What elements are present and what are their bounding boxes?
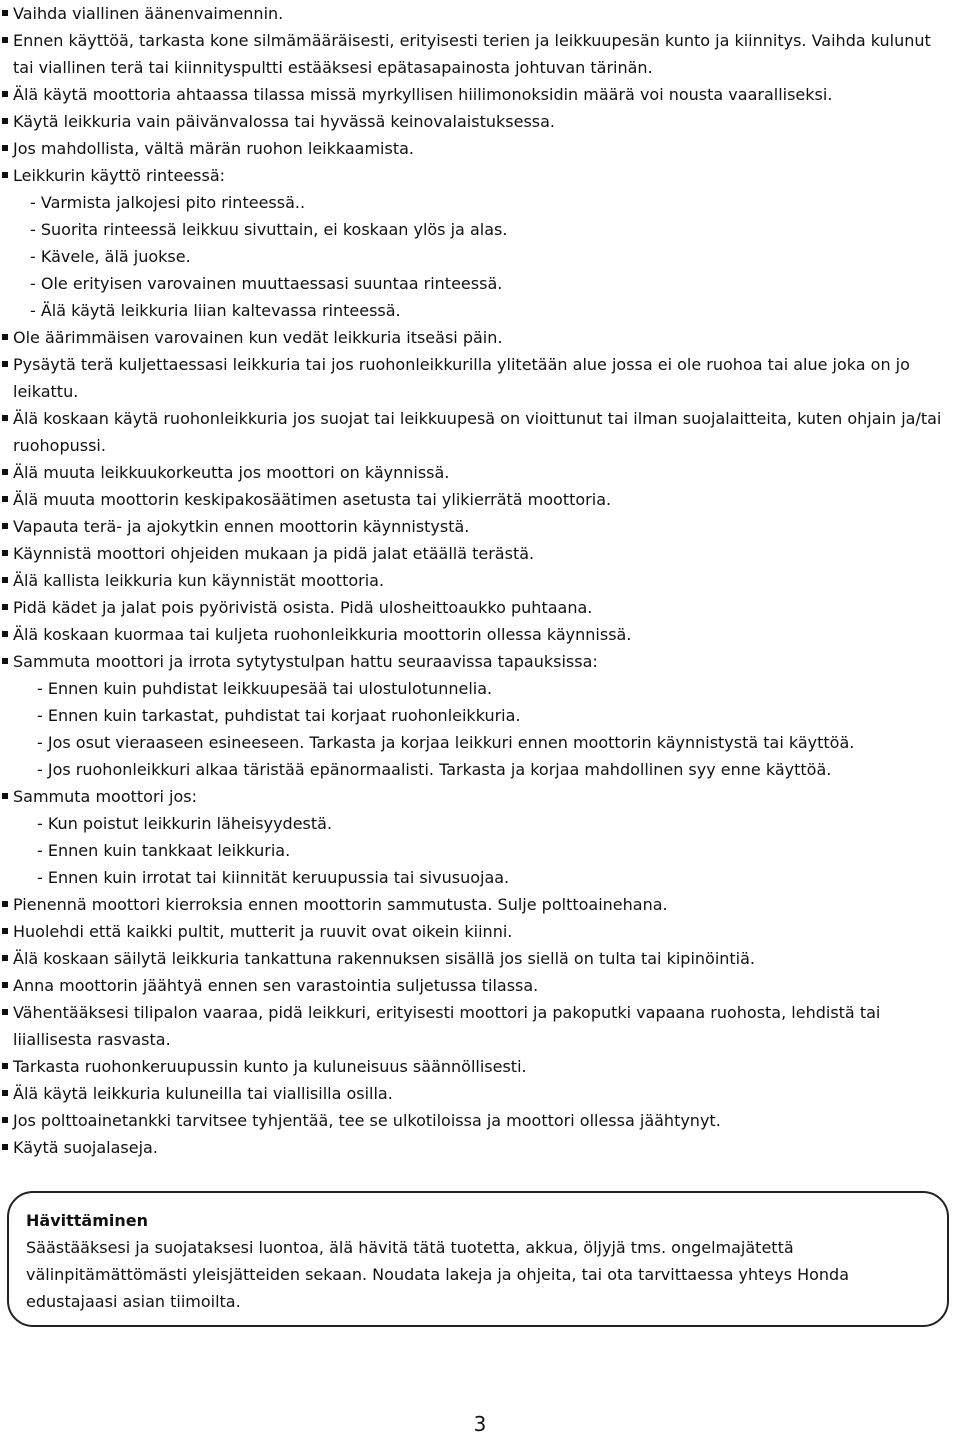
list-item-text: Jos polttoainetankki tarvitsee tyhjentää, tee se ulkotiloissa ja moottori ollessa jäähtynyt. <box>13 1111 721 1130</box>
square-bullet-icon <box>2 172 8 178</box>
list-item <box>0 27 960 81</box>
page-number: 3 <box>473 1412 487 1436</box>
square-bullet-icon <box>2 793 8 799</box>
list-item <box>0 513 960 540</box>
list-item-text: Älä käytä moottoria ahtaassa tilassa missä myrkyllisen hiilimonoksidin määrä voi nousta vaaralliseksi. <box>13 85 833 104</box>
list-item <box>0 81 960 108</box>
list-item-text: Ole äärimmäisen varovainen kun vedät leikkuria itseäsi päin. <box>13 328 503 347</box>
list-item-text: Tarkasta ruohonkeruupussin kunto ja kuluneisuus säännöllisesti. <box>13 1057 527 1076</box>
square-bullet-icon <box>2 37 8 43</box>
list-item-text: Jos mahdollista, vältä märän ruohon leikkaamista. <box>13 139 414 158</box>
list-item-text: Vaihda viallinen äänenvaimennin. <box>13 4 284 23</box>
square-bullet-icon <box>2 1063 8 1069</box>
square-bullet-icon <box>2 361 8 367</box>
list-item-text: Älä muuta moottorin keskipakosäätimen asetusta tai ylikierrätä moottoria. <box>13 490 612 509</box>
sub-item: - Varmista jalkojesi pito rinteessä.. <box>30 193 306 212</box>
list-item <box>0 108 960 135</box>
list-item <box>0 486 960 513</box>
list-item <box>0 648 960 675</box>
list-item <box>0 891 960 918</box>
square-bullet-icon <box>2 550 8 556</box>
square-bullet-icon <box>2 415 8 421</box>
list-item <box>0 567 960 594</box>
square-bullet-icon <box>2 1009 8 1015</box>
list-item-text: Vähentääksesi tilipalon vaaraa, pidä leikkuri, erityisesti moottori ja pakoputki vapaana ruohosta, lehdistä tai liiallisesta rasvasta. <box>13 1003 881 1049</box>
sub-item: - Älä käytä leikkuria liian kaltevassa rinteessä. <box>30 301 401 320</box>
square-bullet-icon <box>2 631 8 637</box>
square-bullet-icon <box>2 955 8 961</box>
square-bullet-icon <box>2 496 8 502</box>
list-item-text: Leikkurin käyttö rinteessä: <box>13 166 226 185</box>
list-item <box>0 0 960 27</box>
list-item-text: Vapauta terä- ja ajokytkin ennen moottorin käynnistystä. <box>13 517 470 536</box>
list-item <box>0 324 960 351</box>
list-item-text: Älä koskaan säilytä leikkuria tankattuna rakennuksen sisällä jos siellä on tulta tai kipinöintiä. <box>13 949 756 968</box>
list-item <box>0 135 960 162</box>
square-bullet-icon <box>2 982 8 988</box>
list-item <box>0 999 960 1053</box>
list-item-text: Huolehdi että kaikki pultit, mutterit ja ruuvit ovat oikein kiinni. <box>13 922 513 941</box>
list-item <box>0 405 960 459</box>
disposal-title: Hävittäminen <box>26 1211 148 1230</box>
list-item-text: Älä käytä leikkuria kuluneilla tai viallisilla osilla. <box>13 1084 393 1103</box>
list-item-text: Pysäytä terä kuljettaessasi leikkuria tai jos ruohonleikkurilla ylitetään alue jossa ei ole ruohoa tai alue joka on jo leikattu. <box>13 355 910 401</box>
square-bullet-icon <box>2 1144 8 1150</box>
sub-item: - Ennen kuin tankkaat leikkuria. <box>37 841 291 860</box>
list-item-text: Käytä leikkuria vain päivänvalossa tai hyvässä keinovalaistuksessa. <box>13 112 556 131</box>
sub-item: - Ennen kuin puhdistat leikkuupesää tai ulostulotunnelia. <box>37 679 493 698</box>
list-item <box>0 972 960 999</box>
square-bullet-icon <box>2 1117 8 1123</box>
list-item-text: Pienennä moottori kierroksia ennen moottorin sammutusta. Sulje polttoainehana. <box>13 895 668 914</box>
list-item <box>0 783 960 810</box>
list-item <box>0 621 960 648</box>
list-item-text: Käytä suojalaseja. <box>13 1138 158 1157</box>
disposal-body: Säästääksesi ja suojataksesi luontoa, älä hävitä tätä tuotetta, akkua, öljyjä tms. ongelmajätettä välinpitämättömästi yleisjätteiden sekaan. Noudata lakeja ja ohjeita, tai ota tarvittaessa yhteys Honda edustajaasi asian tiimoilta. <box>26 1238 850 1311</box>
square-bullet-icon <box>2 577 8 583</box>
list-item-text: Pidä kädet ja jalat pois pyörivistä osista. Pidä ulosheittoaukko puhtaana. <box>13 598 593 617</box>
list-item <box>0 1053 960 1080</box>
sub-item: - Jos osut vieraaseen esineeseen. Tarkasta ja korjaa leikkuri ennen moottorin käynnistystä tai käyttöä. <box>37 733 855 752</box>
square-bullet-icon <box>2 1090 8 1096</box>
list-item <box>0 162 960 189</box>
list-item-text: Älä muuta leikkuukorkeutta jos moottori on käynnissä. <box>13 463 450 482</box>
list-item <box>0 945 960 972</box>
list-item <box>0 1080 960 1107</box>
sub-item: - Ennen kuin irrotat tai kiinnität keruupussia tai sivusuojaa. <box>37 868 510 887</box>
square-bullet-icon <box>2 334 8 340</box>
square-bullet-icon <box>2 604 8 610</box>
list-item-text: Ennen käyttöä, tarkasta kone silmämääräisesti, erityisesti terien ja leikkuupesän kunto ja kiinnitys. Vaihda kulunut tai viallinen terä tai kiinnityspultti estääksesi epätasapainosta johtuvan tärinän. <box>13 31 931 77</box>
square-bullet-icon <box>2 10 8 16</box>
square-bullet-icon <box>2 91 8 97</box>
list-item-text: Sammuta moottori ja irrota sytytystulpan hattu seuraavissa tapauksissa: <box>13 652 598 671</box>
square-bullet-icon <box>2 145 8 151</box>
list-item <box>0 351 960 405</box>
square-bullet-icon <box>2 118 8 124</box>
list-item <box>0 1107 960 1134</box>
sub-item: - Suorita rinteessä leikkuu sivuttain, ei koskaan ylös ja alas. <box>30 220 508 239</box>
list-item-text: Anna moottorin jäähtyä ennen sen varastointia suljetussa tilassa. <box>13 976 539 995</box>
list-item <box>0 594 960 621</box>
square-bullet-icon <box>2 658 8 664</box>
square-bullet-icon <box>2 901 8 907</box>
square-bullet-icon <box>2 469 8 475</box>
square-bullet-icon <box>2 928 8 934</box>
list-item-text: Älä koskaan käytä ruohonleikkuria jos suojat tai leikkuupesä on vioittunut tai ilman suojalaitteita, kuten ohjain ja/tai ruohopussi. <box>13 409 942 455</box>
list-item <box>0 918 960 945</box>
disposal-notice-box <box>7 1191 949 1327</box>
list-item-text: Älä koskaan kuormaa tai kuljeta ruohonleikkuria moottorin ollessa käynnissä. <box>13 625 632 644</box>
sub-item: - Ole erityisen varovainen muuttaessasi suuntaa rinteessä. <box>30 274 503 293</box>
list-item-text: Älä kallista leikkuria kun käynnistät moottoria. <box>13 571 385 590</box>
list-item <box>0 459 960 486</box>
square-bullet-icon <box>2 523 8 529</box>
sub-item: - Ennen kuin tarkastat, puhdistat tai korjaat ruohonleikkuria. <box>37 706 521 725</box>
list-item-text: Sammuta moottori jos: <box>13 787 198 806</box>
sub-item: - Kun poistut leikkurin läheisyydestä. <box>37 814 333 833</box>
list-item <box>0 540 960 567</box>
list-item <box>0 1134 960 1161</box>
list-item-text: Käynnistä moottori ohjeiden mukaan ja pidä jalat etäällä terästä. <box>13 544 535 563</box>
sub-item: - Jos ruohonleikkuri alkaa täristää epänormaalisti. Tarkasta ja korjaa mahdollinen syy enne käyttöä. <box>37 760 832 779</box>
sub-item: - Kävele, älä juokse. <box>30 247 191 266</box>
